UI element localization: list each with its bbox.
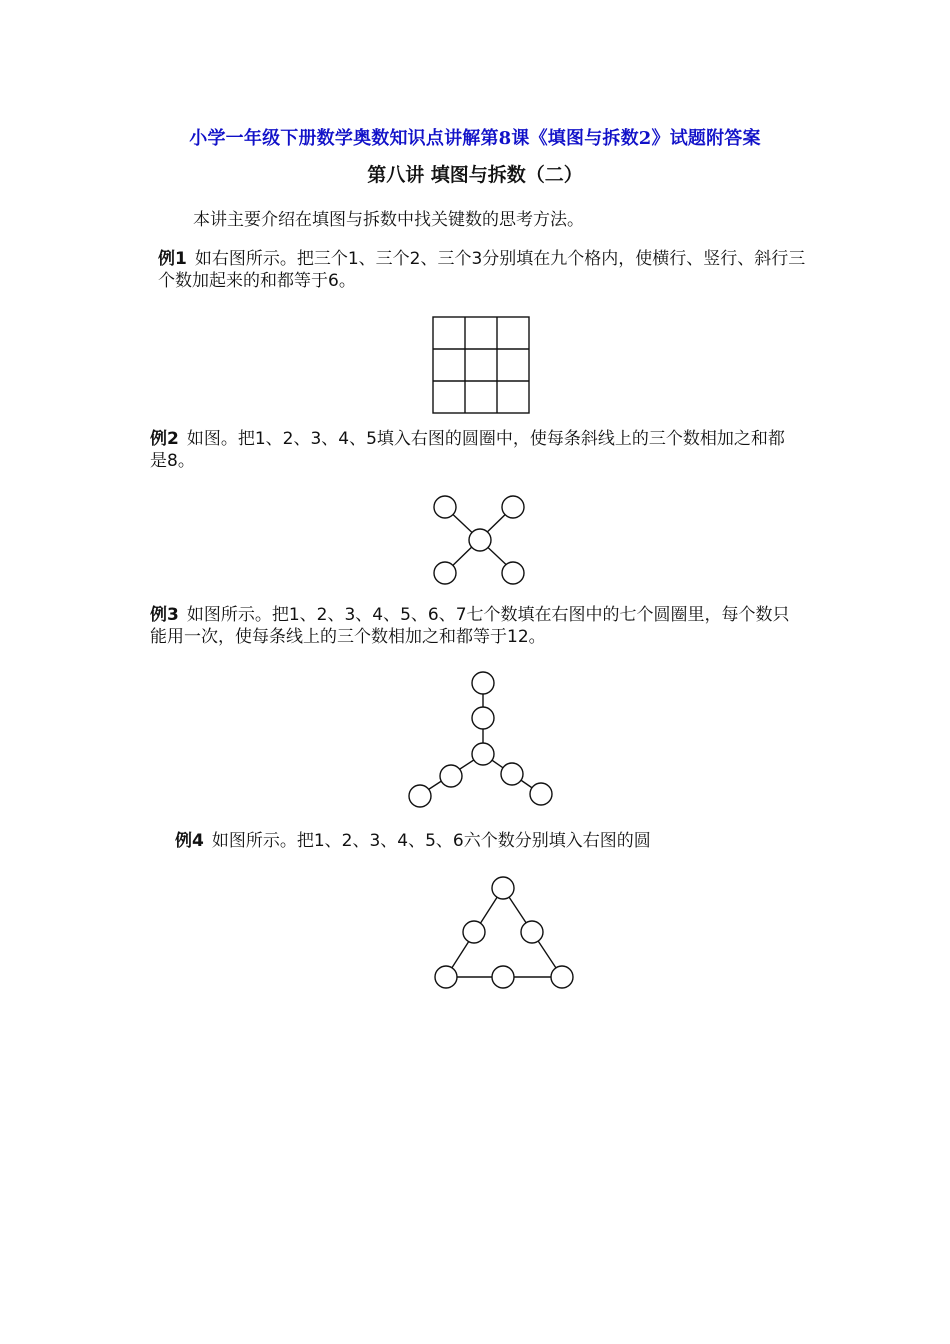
example-4-label: 例4 — [175, 831, 204, 851]
triangle-circle-figure — [430, 870, 580, 995]
tri-circle-bottom-mid — [492, 966, 514, 988]
tri-circle-left-mid — [463, 921, 485, 943]
example-3 — [150, 604, 800, 648]
y-circle-right-mid — [501, 763, 523, 785]
y-circle-right-end — [530, 783, 552, 805]
y-circle-upper-mid — [472, 707, 494, 729]
lesson-heading: 第八讲 填图与拆数（二） — [367, 164, 583, 186]
x-circle-bottom-right — [502, 562, 524, 584]
y-circle-left-end — [409, 785, 431, 807]
x-circle-top-right — [502, 496, 524, 518]
y-circle-left-mid — [440, 765, 462, 787]
x-circle-center — [469, 529, 491, 551]
example-2 — [150, 428, 800, 472]
grid-3x3-figure — [432, 316, 530, 414]
x-circle-top-left — [434, 496, 456, 518]
y-circle-top — [472, 672, 494, 694]
x-circle-bottom-left — [434, 562, 456, 584]
example-1-text: 如右图所示。把三个1、三个2、三个3分别填在九个格内，使横行、竖行、斜行三个数加起来的和都等于6。 — [158, 249, 806, 291]
example-1-label: 例1 — [158, 249, 187, 269]
example-3-label: 例3 — [150, 605, 179, 625]
tri-circle-bottom-left — [435, 966, 457, 988]
example-3-text: 如图所示。把1、2、3、4、5、6、7七个数填在右图中的七个圆圈里，每个数只能用一次，使每条线上的三个数相加之和都等于12。 — [150, 605, 790, 647]
y-circle-center — [472, 743, 494, 765]
example-1 — [158, 248, 808, 292]
tri-circle-bottom-right — [551, 966, 573, 988]
tri-circle-right-mid — [521, 921, 543, 943]
intro-text: 本讲主要介绍在填图与拆数中找关键数的思考方法。 — [193, 210, 584, 230]
example-2-text: 如图。把1、2、3、4、5填入右图的圆圈中，使每条斜线上的三个数相加之和都是8。 — [150, 429, 785, 471]
tri-circle-top — [492, 877, 514, 899]
grid-border — [433, 317, 529, 413]
x-circle-figure — [420, 485, 540, 595]
y-circle-figure — [400, 665, 560, 815]
example-4 — [175, 830, 825, 852]
example-4-text: 如图所示。把1、2、3、4、5、6六个数分别填入右图的圆 — [211, 831, 651, 851]
document-title: 小学一年级下册数学奥数知识点讲解第8课《填图与拆数2》试题附答案 — [189, 128, 761, 149]
example-2-label: 例2 — [150, 429, 179, 449]
